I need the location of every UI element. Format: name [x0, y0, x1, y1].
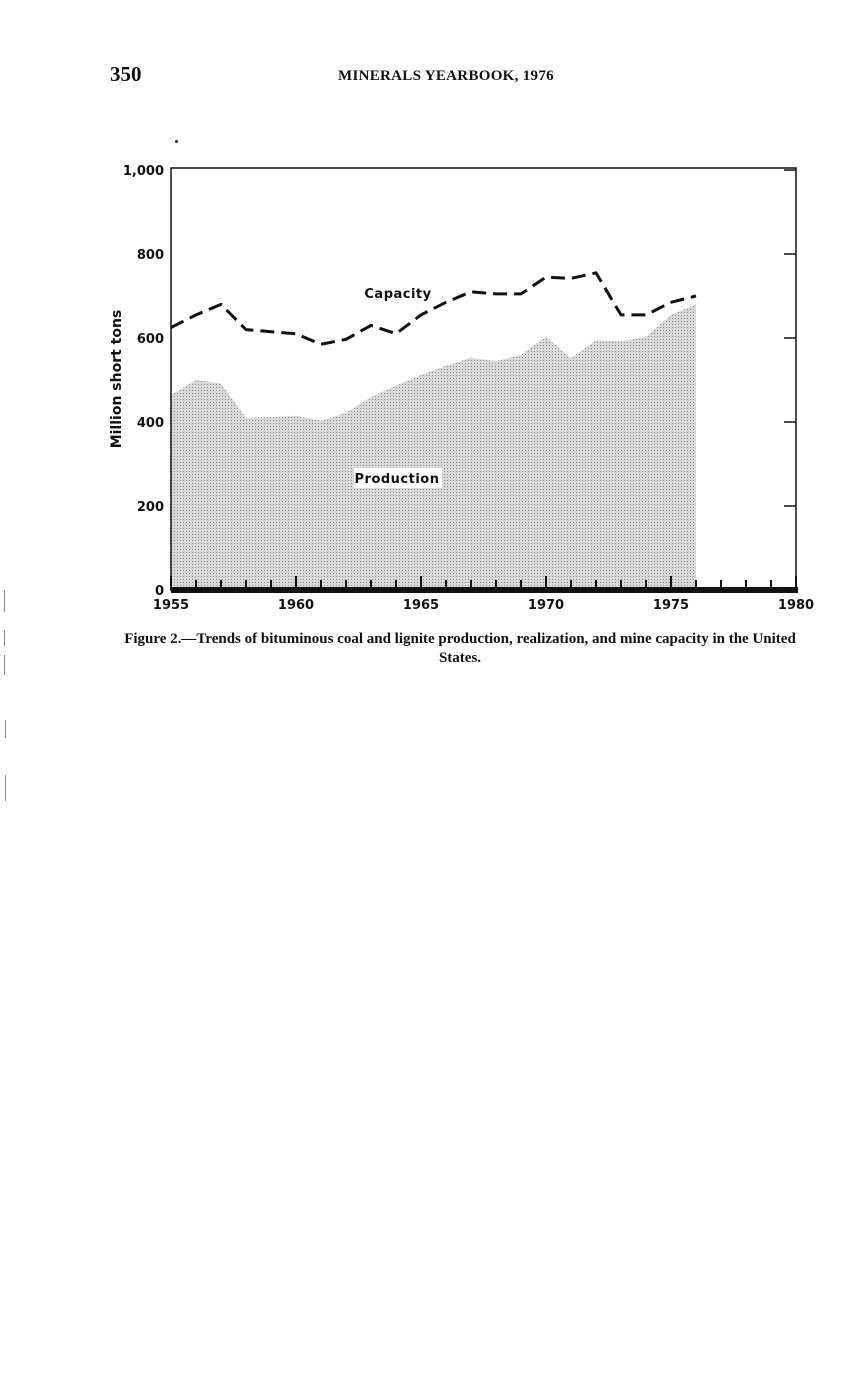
production-annotation: Production [354, 472, 440, 487]
y-tick-label: 800 [136, 248, 164, 263]
coal-trends-chart [0, 0, 867, 620]
margin-mark [4, 630, 5, 646]
capacity-line [171, 273, 696, 344]
x-tick-label: 1980 [777, 598, 815, 613]
y-tick-label: 200 [136, 500, 164, 515]
margin-mark [5, 720, 6, 738]
x-tick-label: 1965 [402, 598, 440, 613]
y-axis-label: Million short tons [109, 309, 125, 449]
page-number: 350 [110, 62, 142, 86]
y-tick-label: 400 [136, 416, 164, 431]
margin-mark [5, 775, 6, 801]
production-area [171, 304, 696, 590]
y-tick-label: 600 [136, 332, 164, 347]
x-tick-label: 1955 [152, 598, 190, 613]
x-axis-baseline [171, 587, 798, 593]
figure-caption-label: Figure 2. [124, 631, 182, 647]
capacity-annotation: Capacity [364, 287, 432, 302]
running-head: MINERALS YEARBOOK, 1976 [338, 68, 554, 84]
y-tick-label: 1,000 [122, 164, 164, 179]
x-tick-label: 1960 [277, 598, 315, 613]
y-tick-label: 0 [154, 584, 164, 599]
x-tick-label: 1975 [652, 598, 690, 613]
figure-caption [106, 630, 814, 668]
figure-caption-text: —Trends of bituminous coal and lignite production, realization, and mine capacity in the United States. [181, 631, 796, 666]
margin-mark [4, 655, 5, 675]
x-tick-label: 1970 [527, 598, 565, 613]
